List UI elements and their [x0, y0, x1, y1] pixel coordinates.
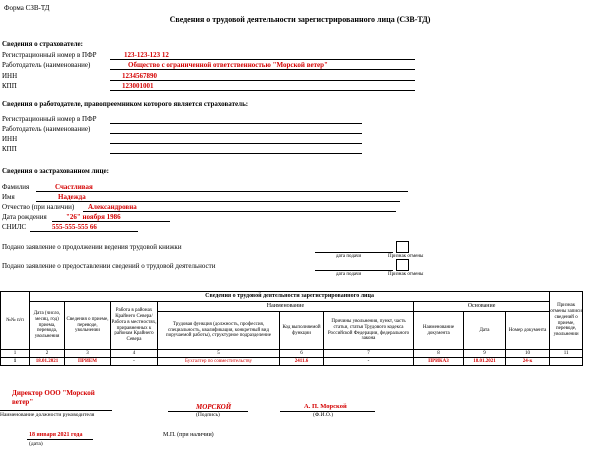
sign-date-line	[27, 439, 93, 440]
row-docnum: 24-к	[506, 358, 550, 366]
row-date: 18.01.2021	[30, 358, 65, 366]
column-number: 3	[65, 350, 111, 358]
column-numbers-row	[1, 350, 583, 358]
column-number: 8	[414, 350, 464, 358]
insured-snils-value: 555-555-555 66	[52, 223, 97, 231]
statement-provide-label: Подано заявление о предоставлении сведений о трудовой деятельности	[2, 262, 216, 270]
insured-surname-line	[36, 191, 408, 192]
sign-date: 18 января 2021 года	[29, 432, 83, 438]
successor-inn-line	[110, 143, 362, 144]
row-docname: ПРИКАЗ	[414, 358, 464, 366]
col-function-header: Трудовая функция (должность, профессия, специальность, квалификация, конкретный вид поручаемой работы), структурное подразделение	[158, 312, 280, 350]
group-name-header: Наименование	[158, 302, 414, 312]
row-cancel	[550, 358, 583, 366]
statement-provide-date-caption: дата подачи	[336, 272, 362, 277]
successor-kpp-label: КПП	[2, 145, 17, 153]
column-number: 5	[158, 350, 280, 358]
group-basis-header: Основание	[414, 302, 550, 312]
statement-provide-cancel-checkbox[interactable]	[396, 259, 409, 271]
insurer-employer-value: Общество с ограниченной ответственностью "Морской ветер"	[128, 61, 328, 69]
page-title: Сведения о трудовой деятельности зарегистрированного лица (СЗВ-ТД)	[169, 15, 431, 24]
successor-reg-line	[110, 123, 362, 124]
column-number: 4	[111, 350, 158, 358]
row-north: -	[111, 358, 158, 366]
col-docdate-header: Дата	[464, 312, 506, 350]
insurer-reg-label: Регистрационный номер в ПФР	[2, 51, 97, 59]
insured-heading: Сведения о застрахованном лице:	[2, 167, 109, 175]
insured-name-line	[36, 201, 400, 202]
row-code: 2411.6	[280, 358, 324, 366]
insured-name-value: Надежда	[58, 193, 86, 201]
insured-surname-value: Счастливая	[55, 183, 93, 191]
insurer-kpp-line	[110, 90, 415, 91]
signer-position-line	[0, 410, 112, 411]
statement-provide-date-line	[315, 270, 393, 271]
col-date-header: Дата (число, месяц, год) приема, перевода, увольнения	[30, 302, 65, 350]
row-event: ПРИЕМ	[65, 358, 111, 366]
successor-heading: Сведения о работодателе, правопреемником которого является страхователь:	[2, 100, 249, 108]
insured-patronymic-label: Отчество (при наличии)	[2, 203, 75, 211]
row-reason: -	[324, 358, 414, 366]
statement-continue-cancel-checkbox[interactable]	[396, 241, 409, 253]
col-info-header: Сведения о приеме, переводе, увольнении	[65, 302, 111, 350]
statement-provide-cancel-caption: Признак отмены	[388, 272, 424, 277]
insurer-inn-label: ИНН	[2, 72, 18, 80]
insured-surname-label: Фамилия	[2, 183, 30, 191]
column-number: 6	[280, 350, 324, 358]
sign-date-caption: (дата)	[29, 441, 43, 447]
insured-patronymic-value: Александровна	[88, 203, 137, 211]
insured-birth-line	[52, 221, 170, 222]
signer-position-caption: Наименование должности руководителя	[0, 412, 95, 418]
insured-patronymic-line	[83, 211, 396, 212]
stamp-place: М.П. (при наличии)	[163, 432, 214, 438]
col-reason-header: Причины увольнения, пункт, часть статьи, статья Трудового кодекса Российской Федерации, федерального закона	[324, 312, 414, 350]
successor-employer-line	[110, 133, 362, 134]
form-label: Форма СЗВ-ТД	[4, 4, 50, 12]
insurer-kpp-value: 123001001	[122, 82, 154, 90]
insurer-inn-line	[110, 80, 415, 81]
signer-position: Директор ООО "Морской ветер"	[12, 389, 95, 406]
col-docnum-header: Номер документа	[506, 312, 550, 350]
insurer-reg-value: 123-123-123 12	[124, 51, 169, 59]
labor-activity-table	[0, 291, 583, 366]
column-number: 11	[550, 350, 583, 358]
signature-caption: (Подпись)	[196, 412, 220, 418]
insurer-kpp-label: КПП	[2, 82, 17, 90]
row-docdate: 18.01.2021	[464, 358, 506, 366]
col-docname-header: Наименование документа	[414, 312, 464, 350]
statement-continue-date-caption: дата подачи	[336, 254, 362, 259]
column-number: 10	[506, 350, 550, 358]
signature-mark: МОРСКОЙ	[196, 403, 232, 411]
column-number: 1	[1, 350, 30, 358]
insurer-inn-value: 1234567890	[122, 72, 157, 80]
table-row	[1, 358, 583, 366]
row-function: Бухгалтер по совместительству	[158, 358, 280, 366]
col-code-header: Код выполняемой функции	[280, 312, 324, 350]
col-cancel-header: Признак отмены записи сведений о приеме, переводе, увольнении	[550, 292, 583, 350]
row-num: 1	[1, 358, 30, 366]
column-number: 7	[324, 350, 414, 358]
insured-snils-label: СНИЛС	[2, 223, 27, 231]
insurer-employer-label: Работодатель (наименование)	[2, 61, 91, 69]
column-number: 2	[30, 350, 65, 358]
statement-continue-label: Подано заявление о продолжении ведения трудовой книжки	[2, 243, 182, 251]
col-num-header: №№ п/п	[1, 292, 30, 350]
successor-reg-label: Регистрационный номер в ПФР	[2, 115, 97, 123]
signer-fio: А. П. Морской	[304, 403, 347, 410]
statement-continue-cancel-caption: Признак отмены	[388, 254, 424, 259]
successor-inn-label: ИНН	[2, 135, 18, 143]
insurer-heading: Сведения о страхователе:	[2, 40, 83, 48]
insured-name-label: Имя	[2, 193, 15, 201]
col-north-header: Работа в районах Крайнего Севера/Работа в местностях, приравненных к районам Крайнего Севера	[111, 302, 158, 350]
insured-snils-line	[30, 231, 138, 232]
signer-fio-caption: (Ф.И.О.)	[313, 412, 334, 418]
insurer-employer-line	[110, 69, 415, 70]
statement-continue-date-line	[315, 252, 393, 253]
insured-birth-value: "26" ноября 1986	[66, 213, 121, 221]
successor-kpp-line	[110, 153, 362, 154]
successor-employer-label: Работодатель (наименование)	[2, 125, 91, 133]
insured-birth-label: Дата рождения	[2, 213, 47, 221]
table-main-header: Сведения о трудовой деятельности зарегистрированного лица	[30, 292, 550, 302]
column-number: 9	[464, 350, 506, 358]
insurer-reg-line	[110, 59, 415, 60]
